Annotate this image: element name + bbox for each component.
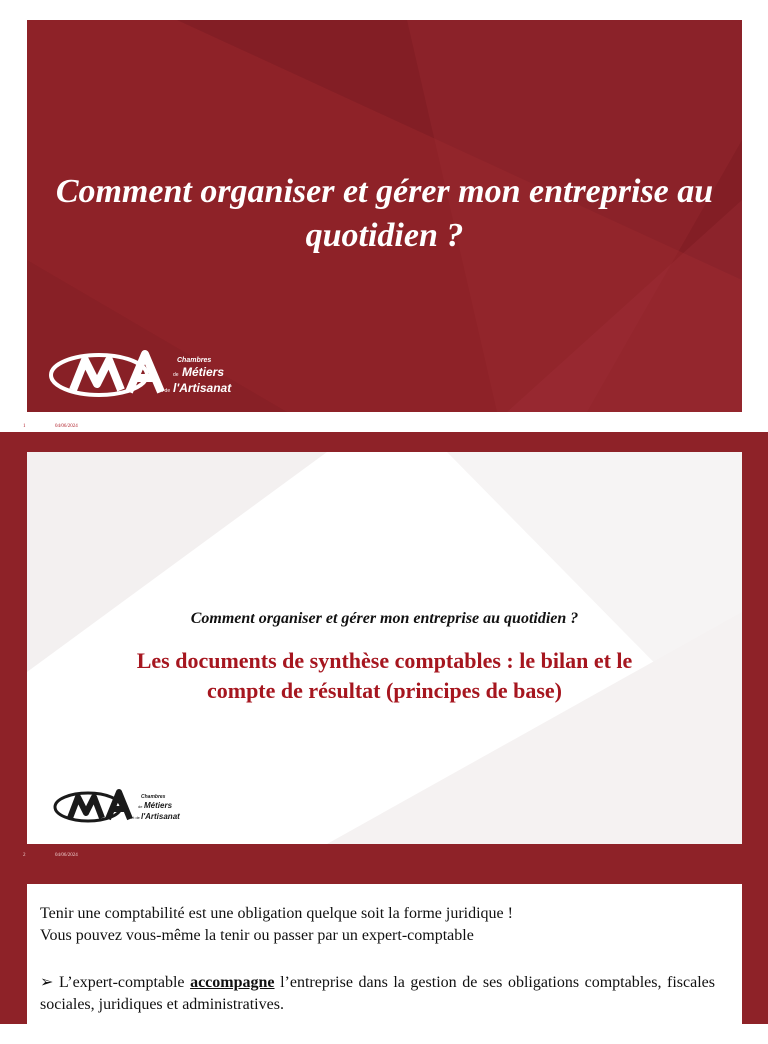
bullet-text-start: L’expert-comptable [58, 974, 191, 991]
slide-1-title: Comment organiser et gérer mon entreprise au quotidien ? [55, 173, 714, 254]
slide-2-title [27, 646, 742, 706]
cma-logo [53, 788, 213, 833]
slide-1-title-panel [27, 20, 742, 412]
slide-2-title-line-2: compte de résultat (principes de base) [206, 678, 562, 703]
svg-text:de: de [173, 372, 179, 378]
bullet-arrow-icon: ➢ [40, 974, 54, 991]
cma-logo [49, 348, 289, 409]
slide-2-subtitle: Comment organiser et gérer mon entreprise au quotidien ? [190, 610, 579, 627]
slide-3-line-1: Tenir une comptabilité est une obligation quelque soit la forme juridique ! [40, 905, 513, 922]
svg-text:et de: et de [159, 388, 171, 394]
slide-1 [0, 0, 768, 432]
slide-3-content-panel [27, 884, 742, 1044]
slide-2-content-panel [27, 452, 742, 844]
svg-text:Chambres: Chambres [141, 794, 166, 800]
bullet-emphasis: accompagne [190, 974, 275, 991]
slide-3 [0, 864, 768, 1024]
slide-3-bullet [40, 972, 715, 1016]
slide-3-line-2: Vous pouvez vous-même la tenir ou passer par un expert-comptable [40, 927, 474, 944]
svg-text:l'Artisanat: l'Artisanat [141, 812, 180, 821]
svg-text:et de: et de [131, 815, 140, 820]
cma-logo-mark [49, 348, 289, 404]
slide-1-date: 04/06/2024 [55, 424, 78, 429]
svg-text:de: de [138, 804, 143, 809]
slide-2-page-number: 2 [23, 853, 26, 858]
bullet-text-end: l’entreprise dans la gestion de ses obligations comptables, fiscales sociales, juridiques et administratives. [40, 974, 715, 1013]
slide-2-title-line-1: Les documents de synthèse comptables : le bilan et le [136, 648, 633, 673]
slide-1-page-number: 1 [23, 424, 26, 429]
logo-text-metiers: Métiers [182, 365, 225, 379]
logo-text-chambres: Chambres [177, 357, 212, 364]
svg-text:Métiers: Métiers [144, 801, 173, 810]
logo-text-artisanat: l'Artisanat [173, 381, 232, 395]
cma-logo-mark [53, 788, 213, 828]
slide-2-date: 04/06/2024 [55, 853, 78, 858]
slide-2 [0, 432, 768, 864]
